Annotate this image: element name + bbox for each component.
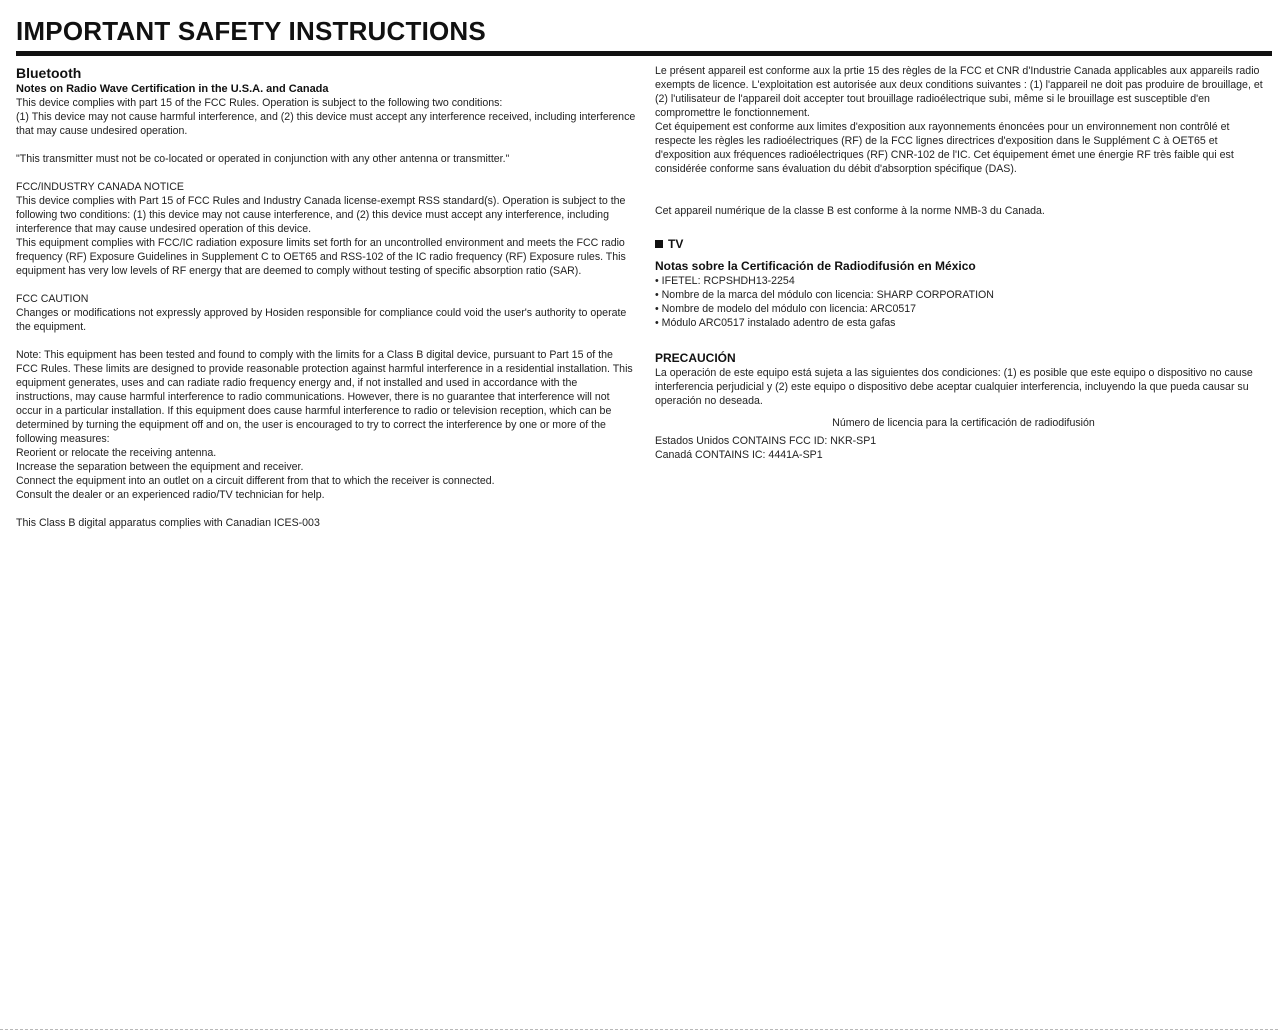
- license-line: Estados Unidos CONTAINS FCC ID: NKR-SP1: [655, 435, 877, 447]
- fcc-conditions-text: (1) This device may not cause harmful interference, and (2) this device must accept any interference received, including interference that may cause undesired operation.: [16, 111, 636, 137]
- measure-item: Consult the dealer or an experienced radio/TV technician for help.: [16, 489, 325, 501]
- page-title: IMPORTANT SAFETY INSTRUCTIONS: [16, 16, 486, 46]
- fcc-compliance-text: This device complies with part 15 of the FCC Rules. Operation is subject to the following two conditions:: [16, 97, 503, 109]
- fcc-caution-title: FCC CAUTION: [16, 293, 89, 305]
- square-bullet-icon: [655, 240, 663, 248]
- footer-rule: [0, 1029, 1278, 1030]
- license-heading: Número de licencia para la certificación de radiodifusión: [832, 417, 1095, 429]
- french-exposure-text: Cet équipement est conforme aux limites d'exposition aux rayonnements énoncées pour un environnement non contrôlé et respecte les règles les radioélectriques (RF) de la FCC lignes directrices d'exposition dans le Supplément C à OET65 et d'exposition aux fréquences radioélectriques (RF) CNR-102 de l'IC. Cet équipement émet une énergie RF très faible qui est considérée conforme sans évaluation du débit d'absorption spécifique (DAS).: [655, 121, 1234, 175]
- measure-item: Connect the equipment into an outlet on a circuit different from that to which the receiver is connected.: [16, 475, 495, 487]
- right-column: [655, 64, 1272, 462]
- measure-item: Reorient or relocate the receiving antenna.: [16, 447, 217, 459]
- mexico-certification-heading: Notas sobre la Certificación de Radiodifusión en México: [655, 259, 976, 273]
- precaucion-heading: PRECAUCIÓN: [655, 351, 736, 365]
- license-line: Canadá CONTAINS IC: 4441A-SP1: [655, 449, 823, 461]
- left-column: [16, 64, 636, 530]
- fcc-caution-text: Changes or modifications not expressly approved by Hosiden responsible for compliance could void the user's authority to operate the equipment.: [16, 307, 627, 333]
- ices-text: This Class B digital apparatus complies with Canadian ICES-003: [16, 517, 320, 529]
- list-item: • Nombre de la marca del módulo con licencia: SHARP CORPORATION: [655, 288, 1272, 302]
- ic-notice-text: This device complies with Part 15 of FCC Rules and Industry Canada license-exempt RSS standard(s). Operation is subject to the following two conditions: (1) this device may not cause interference, and (2) this device must accept any interference, including interference that may cause undesired operation of this device.: [16, 195, 626, 235]
- precaucion-text: La operación de este equipo está sujeta a las siguientes dos condiciones: (1) es posible que este equipo o dispositivo no cause interferencia perjudicial y (2) este equipo o dispositivo debe aceptar cualquier interferencia, incluyendo la que pueda causar su operación no deseada.: [655, 367, 1253, 407]
- rf-exposure-text: This equipment complies with FCC/IC radiation exposure limits set forth for an uncontrolled environment and meets the FCC radio frequency (RF) Exposure Guidelines in Supplement C to OET65 and RSS-102 of the IC radio frequency (RF) Exposure rules. This equipment has very low levels of RF energy that are deemed to comply without testing of specific absorption ratio (SAR).: [16, 237, 626, 277]
- mexico-cert-list: [655, 274, 1272, 330]
- french-compliance-text: Le présent appareil est conforme aux la prtie 15 des règles de la FCC et CNR d'Industrie Canada applicables aux appareils radio exempts de licence. L'exploitation est autorisée aux deux conditions suivantes : (1) l'appareil ne doit pas produire de brouillage, et (2) l'utilisateur de l'appareil doit accepter tout brouillage radioélectrique subi, même si le brouillage est susceptible d'en compromettre le fonctionnement.: [655, 65, 1263, 119]
- ic-notice-title: FCC/INDUSTRY CANADA NOTICE: [16, 181, 184, 193]
- bluetooth-heading: Bluetooth: [16, 65, 82, 81]
- class-b-note: Note: This equipment has been tested and found to comply with the limits for a Class B digital device, pursuant to Part 15 of the FCC Rules. These limits are designed to provide reasonable protection against harmful interference in a residential installation. This equipment generates, uses and can radiate radio frequency energy and, if not installed and used in accordance with the instructions, may cause harmful interference to radio communications. However, there is no guarantee that interference will not occur in a particular installation. If this equipment does cause harmful interference to radio or television reception, which can be determined by turning the equipment off and on, the user is encouraged to try to correct the interference by one or more of the following measures:: [16, 349, 633, 445]
- tv-title: TV: [668, 237, 684, 251]
- radio-certification-heading: Notes on Radio Wave Certification in the U.S.A. and Canada: [16, 83, 329, 95]
- list-item: • IFETEL: RCPSHDH13-2254: [655, 274, 1272, 288]
- title-rule: [16, 51, 1272, 56]
- tv-heading: [655, 236, 1272, 252]
- list-item: • Módulo ARC0517 instalado adentro de esta gafas: [655, 316, 1272, 330]
- colocation-text: "This transmitter must not be co-located or operated in conjunction with any other antenna or transmitter.": [16, 153, 510, 165]
- measure-item: Increase the separation between the equipment and receiver.: [16, 461, 304, 473]
- list-item: • Nombre de modelo del módulo con licencia: ARC0517: [655, 302, 1272, 316]
- nmb-text: Cet appareil numérique de la classe B est conforme à la norme NMB-3 du Canada.: [655, 205, 1045, 217]
